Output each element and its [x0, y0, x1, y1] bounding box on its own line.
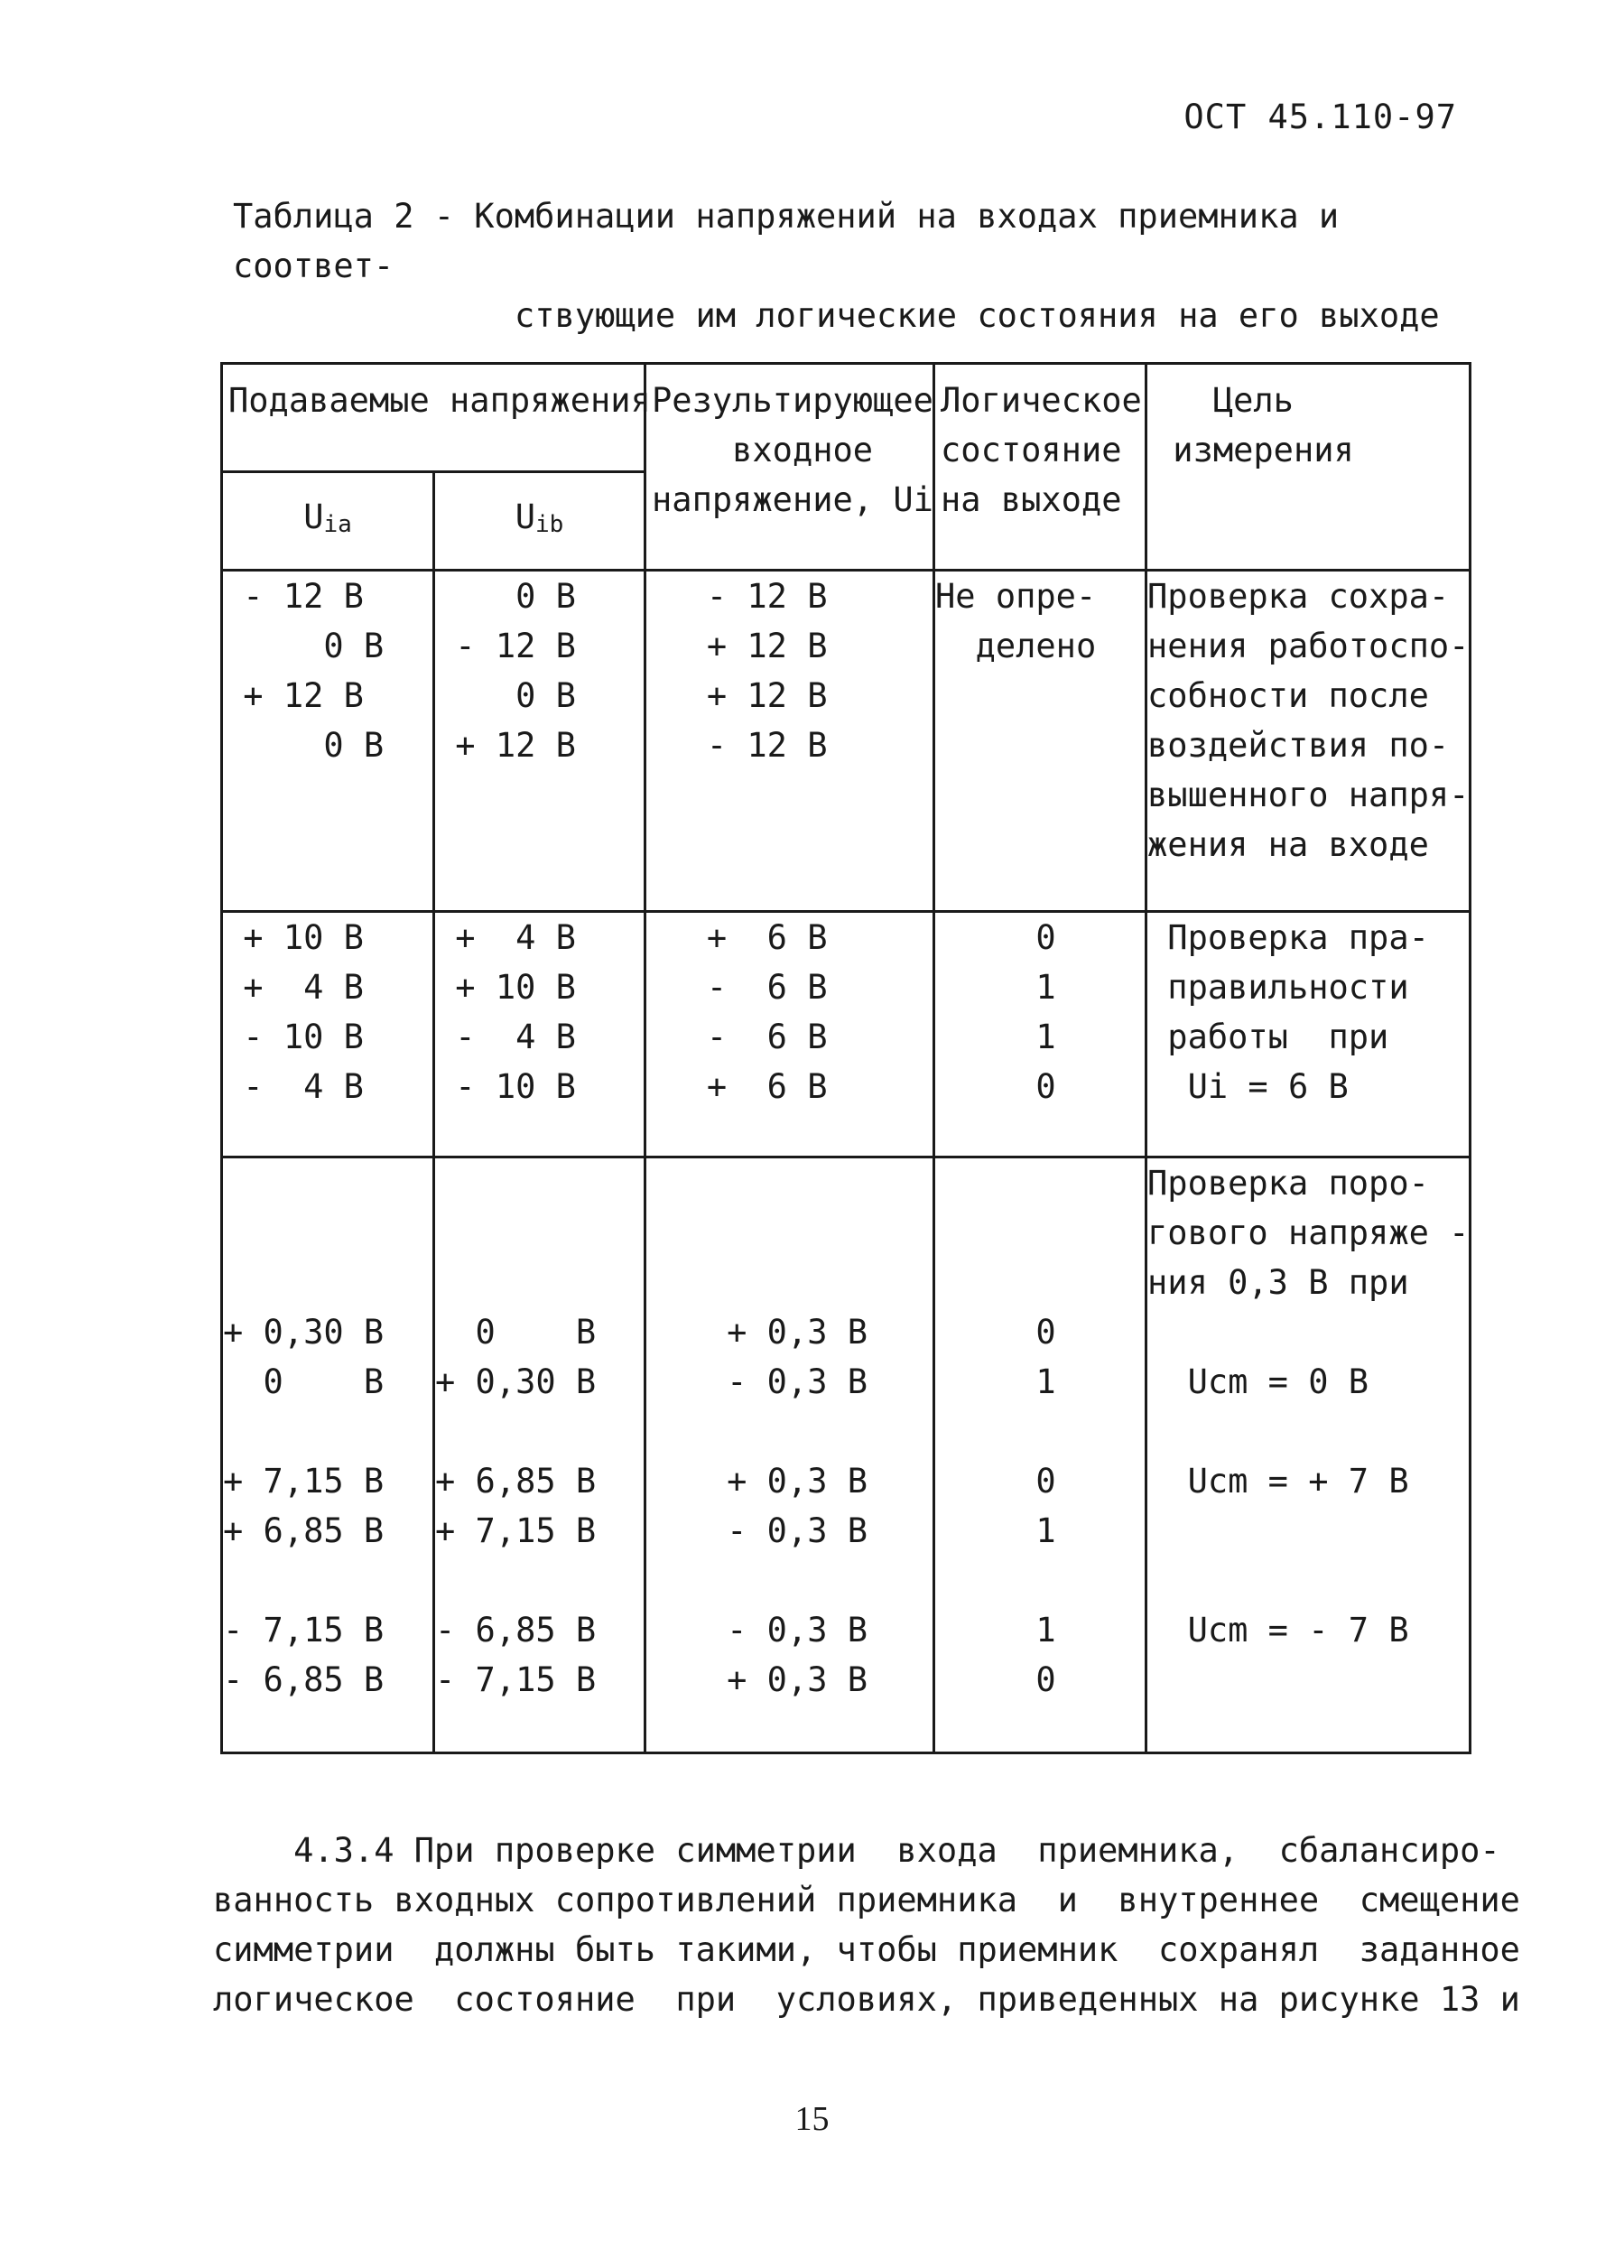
table-row [222, 912, 1471, 1157]
document-code: ОСТ 45.110-97 [1183, 98, 1457, 136]
uia-cell: + 10 В + 4 В - 10 В - 4 В [222, 912, 434, 1157]
header-row [222, 364, 1471, 472]
uib-symbol: U [515, 497, 535, 536]
purpose-header: Цель измерения [1146, 364, 1471, 571]
table-caption [233, 191, 1479, 340]
ui-cell: + 0,3 В - 0,3 В + 0,3 В - 0,3 В - 0,3 В + 0,3 В [645, 1157, 934, 1753]
purpose-cell: Проверка пра- правильности работы при Ui = 6 В [1146, 912, 1471, 1157]
table-row [222, 1157, 1471, 1753]
logical-state-header: Логическое состояние на выходе [934, 364, 1146, 571]
caption-line-2: ствующие им логические состояния на его выходе [515, 296, 1440, 335]
uib-cell: 0 В - 12 В 0 В + 12 В [434, 571, 645, 912]
resulting-voltage-header: Результирующее входное напряжение, Ui [645, 364, 934, 571]
uib-cell: + 4 В + 10 В - 4 В - 10 В [434, 912, 645, 1157]
uia-header [222, 472, 434, 571]
applied-voltages-header: Подаваемые напряжения [222, 364, 645, 472]
state-cell: Не опре- делено [934, 571, 1146, 912]
uib-cell: 0 В + 0,30 В + 6,85 В + 7,15 В - 6,85 В - 7,15 В [434, 1157, 645, 1753]
state-cell: 0 1 0 1 1 0 [934, 1157, 1146, 1753]
uia-subscript: ia [323, 511, 352, 538]
table-row [222, 571, 1471, 912]
ui-cell: - 12 В + 12 В + 12 В - 12 В [645, 571, 934, 912]
caption-line-1: Таблица 2 - Комбинации напряжений на входах приемника и соответ- [233, 197, 1340, 285]
uia-cell: - 12 В 0 В + 12 В 0 В [222, 571, 434, 912]
uib-header [434, 472, 645, 571]
page-number: 15 [794, 2100, 830, 2138]
uib-subscript: ib [534, 511, 564, 538]
voltage-combinations-table [220, 362, 1471, 1754]
uia-cell: + 0,30 В 0 В + 7,15 В + 6,85 В - 7,15 В - 6,85 В [222, 1157, 434, 1753]
purpose-cell: Проверка сохра- нения работоспо- собности после воздействия по- вышенного напря- жения на входе [1146, 571, 1471, 912]
uia-symbol: U [303, 497, 324, 536]
purpose-cell: Проверка поро- гового напряже - ния 0,3 В при Ucm = 0 В Ucm = + 7 В Ucm = - 7 В [1146, 1157, 1471, 1753]
state-cell: 0 1 1 0 [934, 912, 1146, 1157]
section-4-3-4-paragraph: 4.3.4 При проверке симметрии входа приемника, сбалансиро- ванность входных сопротивлений приемника и внутреннее смещение симметрии должны быть такими, чтобы приемник сохранял заданное логическое состояние при условиях, приведенных на рисунке 13 и [213, 1831, 1520, 2019]
ui-cell: + 6 В - 6 В - 6 В + 6 В [645, 912, 934, 1157]
